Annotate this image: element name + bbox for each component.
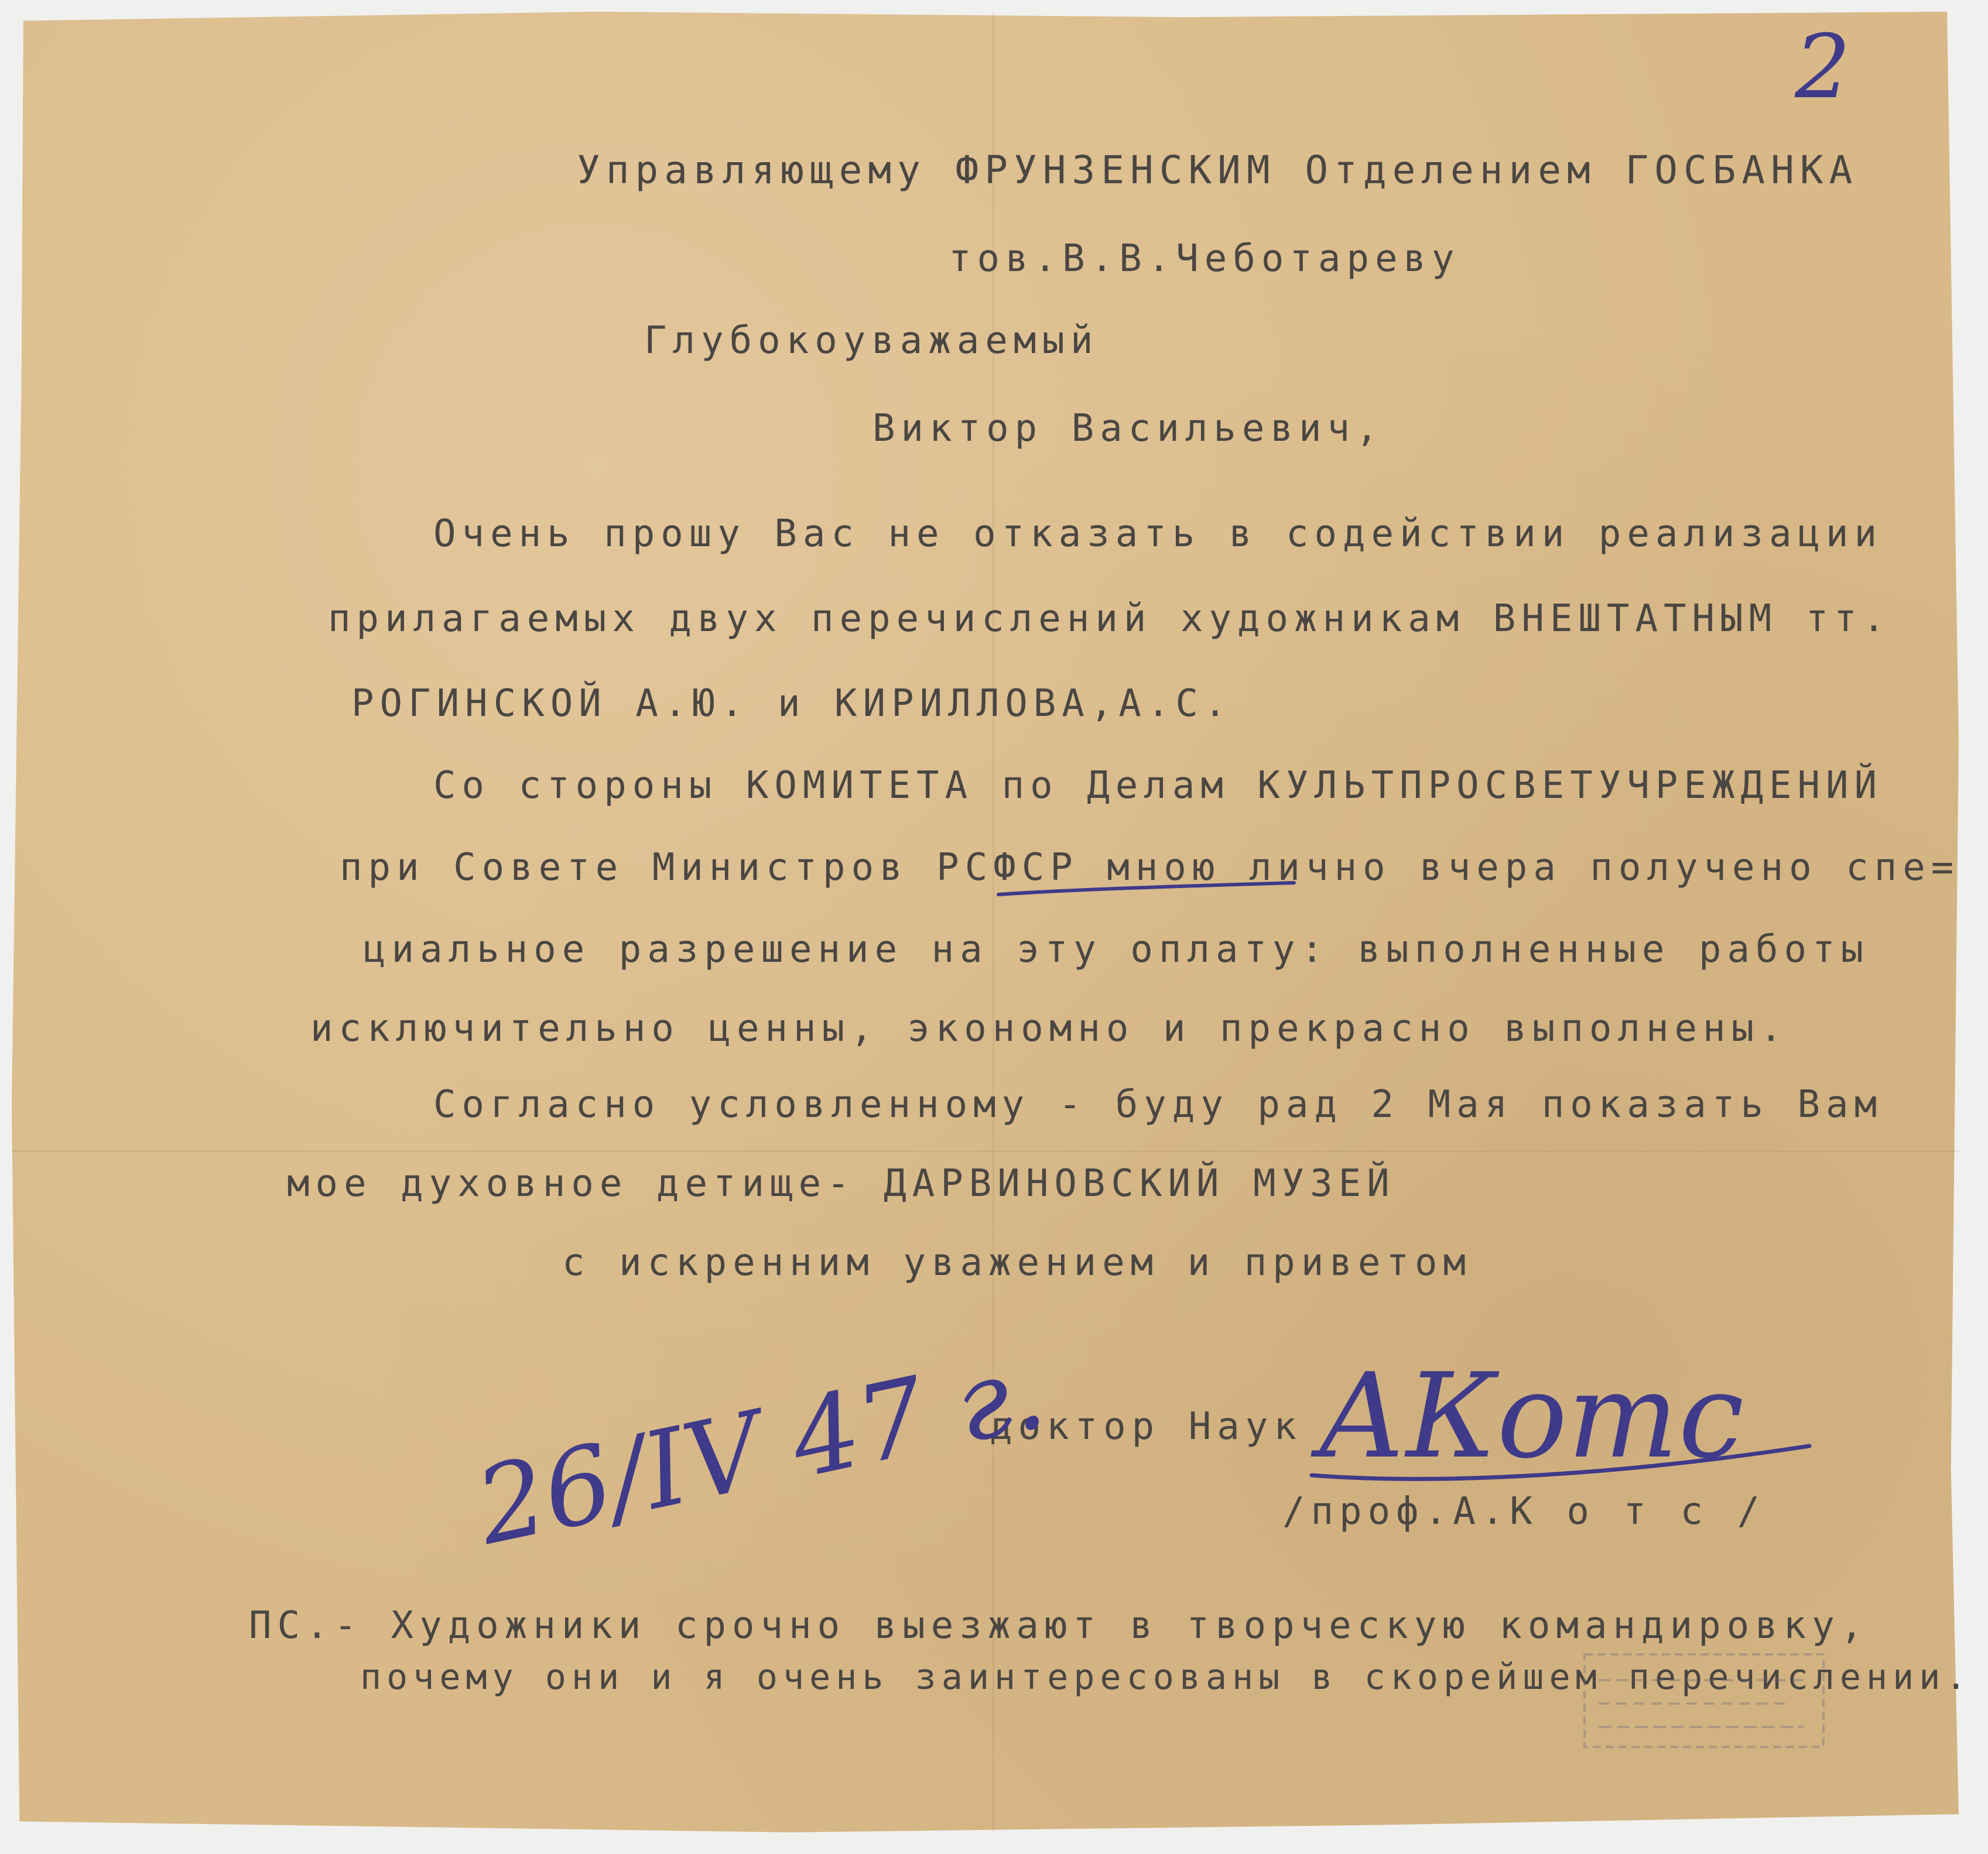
body-line-1: Очень прошу Вас не отказать в содействии реализации	[433, 512, 1883, 556]
handwritten-date: 26/IV 47 г.	[466, 1329, 1055, 1569]
fold-line-vertical	[993, 12, 994, 1832]
postscript-line-2: почему они и я очень заинтересованы в скорейшем перечислении.	[360, 1657, 1972, 1698]
signature-title: доктор Наук	[990, 1405, 1302, 1448]
body-line-8: Согласно условленному - буду рад 2 Мая показать Вам	[433, 1083, 1883, 1126]
body-line-5: при Совете Министров РСФСР мною лично вчера получено спе=	[340, 846, 1960, 889]
salutation-line-1: Глубокоуважаемый	[644, 319, 1099, 362]
page-number: 2	[1795, 16, 1851, 118]
fold-line-horizontal	[12, 1150, 1959, 1152]
body-line-2: прилагаемых двух перечислений художникам ВНЕШТАТНЫМ тт.	[328, 597, 1891, 640]
body-line-4: Со стороны КОМИТЕТА по Делам КУЛЬТПРОСВЕТУЧРЕЖДЕНИЙ	[433, 764, 1883, 807]
postscript-line-1: ПС.- Художники срочно выезжают в творческую командировку,	[249, 1604, 1869, 1647]
faded-stamp	[1581, 1651, 1827, 1750]
salutation-line-2: Виктор Васильевич,	[872, 407, 1384, 450]
body-line-9: мое духовное детище- ДАРВИНОВСКИЙ МУЗЕЙ	[287, 1162, 1395, 1205]
signature-flourish	[1306, 1423, 1821, 1493]
letter-paper	[12, 12, 1959, 1832]
pen-underline	[995, 878, 1300, 902]
addressee-line-2: тов.В.В.Чеботареву	[949, 237, 1460, 280]
body-line-6: циальное разрешение на эту оплату: выполненные работы	[363, 928, 1870, 971]
body-line-3: РОГИНСКОЙ А.Ю. и КИРИЛЛОВА,А.С.	[351, 682, 1233, 725]
signature-name: /проф.А.К о т с /	[1282, 1490, 1766, 1533]
handwritten-signature: АКотс	[1318, 1348, 1744, 1485]
addressee-line-1: Управляющему ФРУНЗЕНСКИМ Отделением ГОСБАНКА	[577, 148, 1859, 193]
closing-line: с искренним уважением и приветом	[562, 1241, 1472, 1284]
body-line-7: исключительно ценны, экономно и прекрасно выполнены.	[310, 1007, 1788, 1050]
